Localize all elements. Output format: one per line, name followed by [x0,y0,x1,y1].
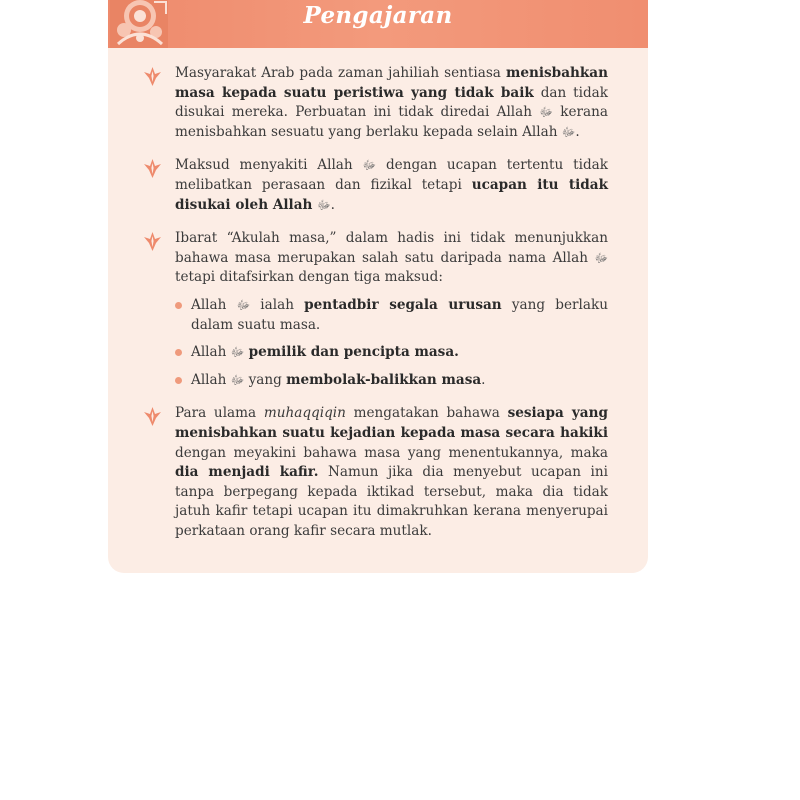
honorific-glyph: ﷻ [539,105,553,120]
lesson-text: Ibarat “Akulah masa,” dalam hadis ini tidak menunjukkan bahawa masa merupakan salah satu daripada nama Allah ﷻ tetapi ditafsirkan dengan tiga maksud: [175,230,608,286]
dot-bullet-icon [175,377,182,384]
lesson-text: Masyarakat Arab pada zaman jahiliah sentiasa menisbahkan masa kepada suatu peristiwa yang tidak baik dan tidak disukai mereka. Perbuatan ini tidak diredai Allah ﷻ kerana menisbahkan sesuatu yang berlaku kepada selain Allah ﷻ. [175,65,608,140]
list-item [108,156,648,215]
leaf-bullet-icon [144,407,161,426]
dot-bullet-icon [175,349,182,356]
honorific-glyph: ﷻ [317,197,331,212]
leaf-bullet-icon [144,159,161,178]
sub-list [175,296,608,390]
section-header [108,0,648,48]
leaf-bullet-icon [144,232,161,251]
page-title: Pengajaran [303,2,453,29]
honorific-glyph: ﷻ [362,158,377,173]
sub-list-item: Allah ﷻ ialah pentadbir segala urusan yang berlaku dalam suatu masa. [175,296,608,335]
list-item [108,404,648,541]
honorific-glyph: ﷻ [230,345,245,360]
honorific-glyph: ﷻ [561,124,576,139]
lesson-list [108,64,648,555]
honorific-glyph: ﷻ [230,372,245,387]
sub-list-item: Allah ﷻ pemilik dan pencipta masa. [175,343,608,363]
honorific-glyph: ﷻ [236,297,251,312]
lesson-text: Maksud menyakiti Allah ﷻ dengan ucapan tertentu tidak melibatkan perasaan dan fizikal tetapi ucapan itu tidak disukai oleh Allah ﷻ. [175,157,608,213]
list-item [108,229,648,390]
lesson-text: Para ulama muhaqqiqin mengatakan bahawa sesiapa yang menisbahkan suatu kejadian kepada masa secara hakiki dengan meyakini bahawa masa yang menentukannya, maka dia menjadi kafir. Namun jika dia menyebut ucapan ini tanpa berpegang kepada iktikad tersebut, maka dia tidak jatuh kafir tetapi ucapan itu dimakruhkan kerana menyerupai perkataan orang kafir secara mutlak. [175,405,609,539]
leaf-bullet-icon [144,67,161,86]
sub-list-item: Allah ﷻ yang membolak-balikkan masa. [175,371,608,391]
lesson-card [108,0,648,573]
honorific-glyph: ﷻ [594,250,608,265]
list-item [108,64,648,142]
dot-bullet-icon [175,302,182,309]
